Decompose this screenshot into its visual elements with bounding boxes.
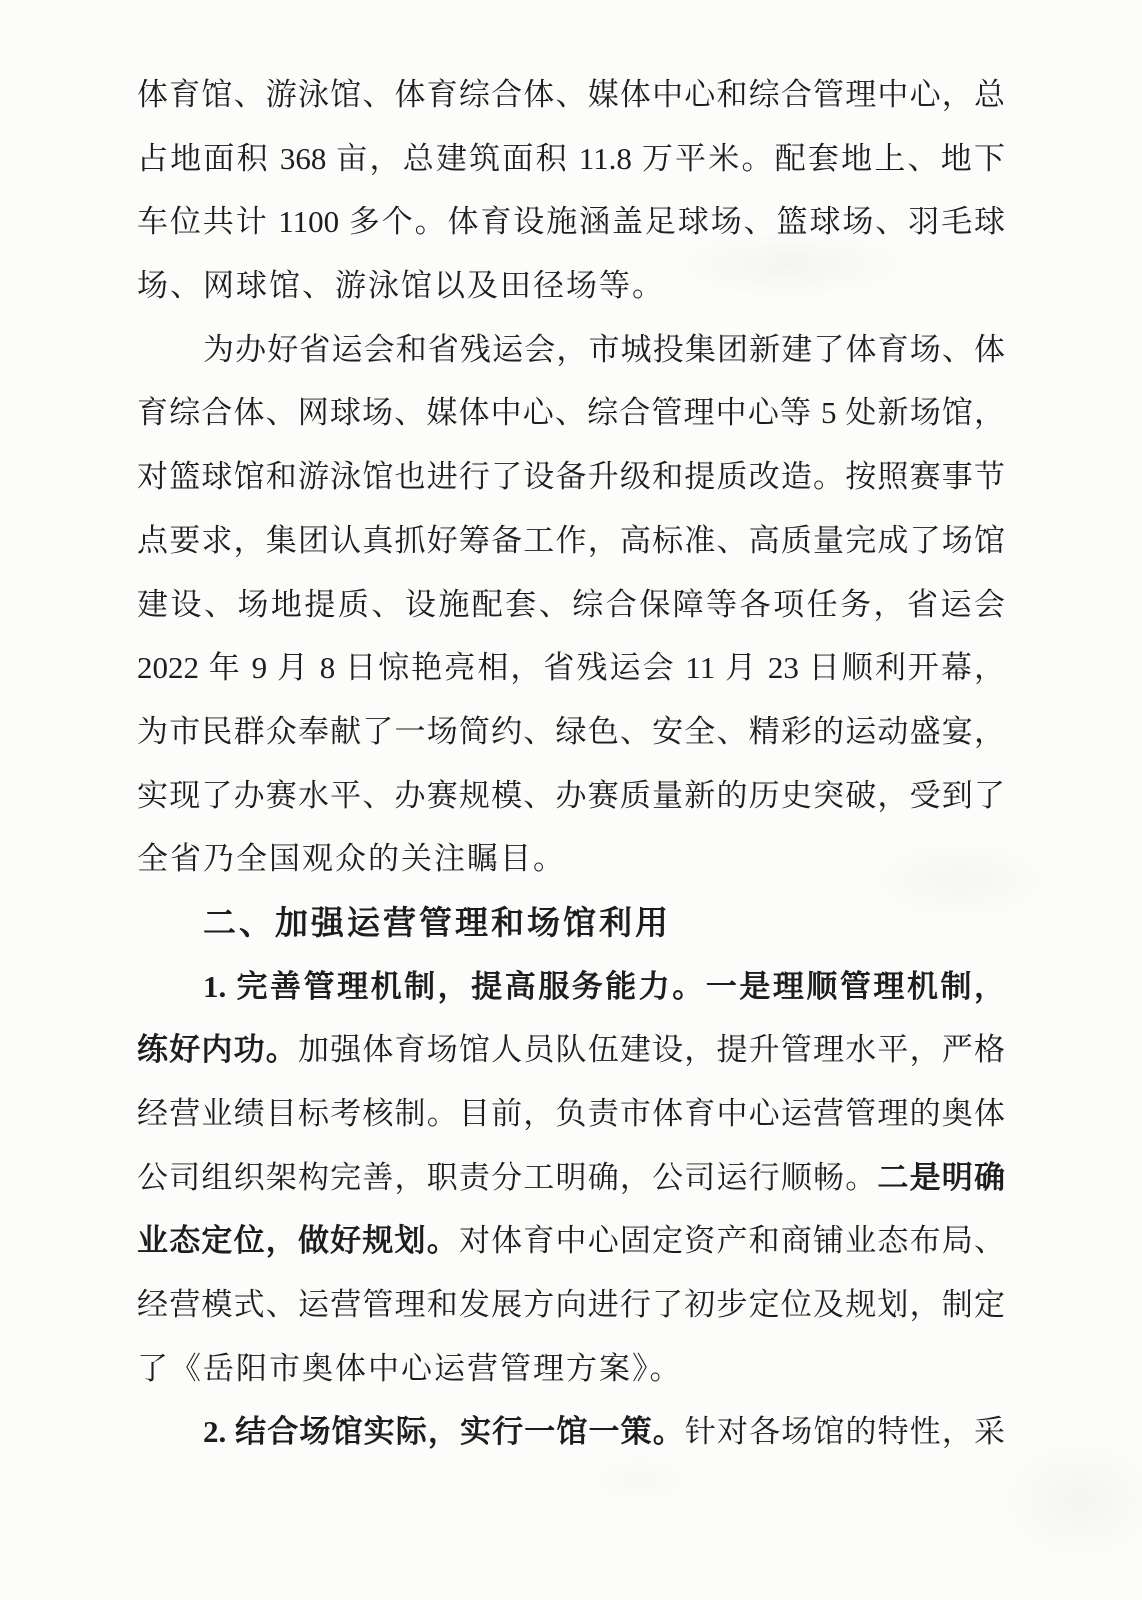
text-line-16 [137,1018,1005,1082]
text-segment: 经营业绩目标考核制。目前，负责市体育中心运营管理的奥体 [137,1096,1005,1131]
text-segment: 业态定位，做好规划。 [137,1223,459,1259]
text-segment: 练好内功。 [137,1032,298,1068]
text-segment: 二是明确 [877,1159,1005,1195]
text-line-19 [137,1209,1005,1273]
text-line-15 [137,955,1005,1019]
text-segment: 育综合体、网球场、媒体中心、综合管理中心等 5 处新场馆， [137,395,1005,431]
text-line-5 [137,318,1005,382]
text-segment: 经营模式、运营管理和发展方向进行了初步定位及规划，制定 [137,1287,1005,1323]
text-line-14 [137,891,1005,955]
text-segment: 全省乃全国观众的关注瞩目。 [137,841,566,877]
text-line-21 [137,1337,1005,1401]
text-line-17 [137,1082,1005,1146]
text-segment: 2. 结合场馆实际，实行一馆一策。 [203,1414,685,1450]
text-segment: 为市民群众奉献了一场简约、绿色、安全、精彩的运动盛宴， [137,713,1005,749]
text-segment: 加强体育场馆人员队伍建设，提升管理水平，严格 [297,1032,1006,1068]
text-segment: 二、加强运营管理和场馆利用 [203,903,671,941]
text-line-18 [137,1146,1005,1210]
document-text-block [137,63,1005,1464]
text-line-22 [137,1400,1005,1464]
text-segment: 对篮球馆和游泳馆也进行了设备升级和提质改造。按照赛事节 [137,459,1005,495]
text-segment: 针对各场馆的特性，采 [684,1414,1005,1450]
text-line-10 [137,636,1005,700]
text-segment: 了《岳阳市奥体中心运营管理方案》。 [137,1350,683,1386]
text-line-1 [137,63,1005,127]
text-line-6 [137,381,1005,445]
text-segment: 场、网球馆、游泳馆以及田径场等。 [137,268,665,304]
text-line-3 [137,190,1005,254]
text-line-9 [137,573,1005,637]
text-line-4 [137,254,1005,318]
text-line-11 [137,700,1005,764]
text-segment: 建设、场地提质、设施配套、综合保障等各项任务，省运会 [137,586,1005,622]
text-line-8 [137,509,1005,573]
text-line-12 [137,764,1005,828]
text-line-2 [137,127,1005,191]
text-line-13 [137,827,1005,891]
text-segment: 对体育中心固定资产和商铺业态布局、 [458,1223,1006,1259]
text-segment: 体育馆、游泳馆、体育综合体、媒体中心和综合管理中心，总 [137,77,1005,112]
text-segment: 车位共计 1100 多个。体育设施涵盖足球场、篮球场、羽毛球 [137,204,1005,240]
text-line-20 [137,1273,1005,1337]
text-segment: 1. 完善管理机制，提高服务能力。一是理顺管理机制， [203,968,1005,1004]
text-segment: 为办好省运会和省残运会，市城投集团新建了体育场、体 [203,331,1005,367]
text-segment: 公司组织架构完善，职责分工明确，公司运行顺畅。 [137,1159,878,1195]
text-segment: 点要求，集团认真抓好筹备工作，高标准、高质量完成了场馆 [137,522,1005,558]
text-line-7 [137,445,1005,509]
text-segment: 占地面积 368 亩，总建筑面积 11.8 万平米。配套地上、地下 [137,140,1005,176]
text-segment: 2022 年 9 月 8 日惊艳亮相，省残运会 11 月 23 日顺利开幕， [137,650,1005,686]
text-segment: 实现了办赛水平、办赛规模、办赛质量新的历史突破，受到了 [137,777,1005,813]
